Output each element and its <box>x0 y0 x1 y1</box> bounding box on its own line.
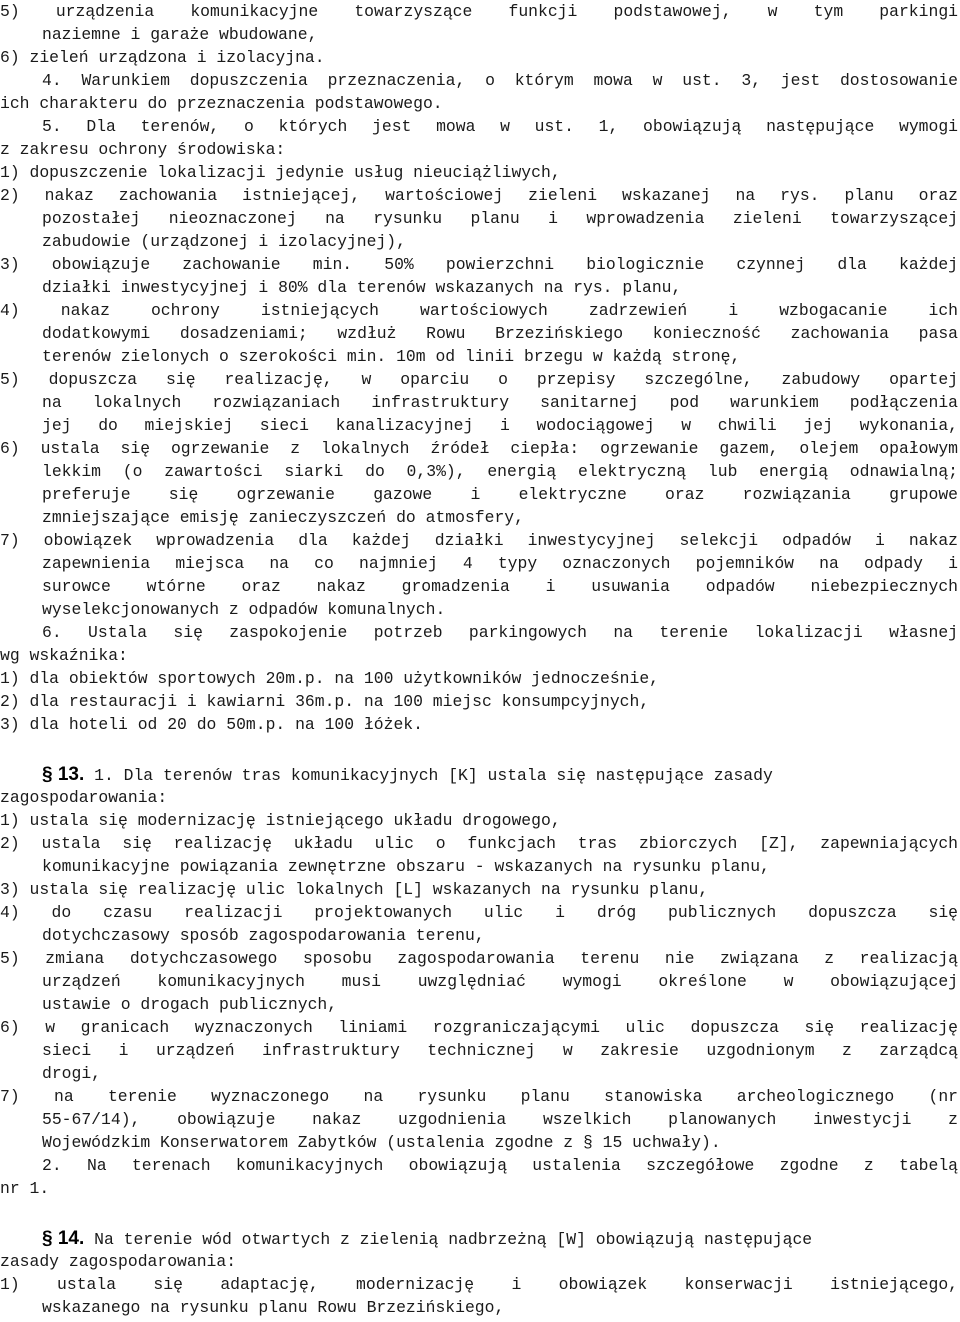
text-line: 5) dopuszcza się realizację, w oparciu o przepisy szczególne, zabudowy opartej <box>0 370 958 389</box>
text-line: naziemne i garaże wbudowane, <box>42 25 318 44</box>
section-13-first-line <box>42 763 958 786</box>
text-line: Na terenie wód otwartych z zielenią nadbrzeżną [W] obowiązują następujące <box>94 1230 813 1249</box>
text-line: sieci i urządzeń infrastruktury technicznej w zakresie uzgodnionym z zarządcą <box>42 1041 958 1060</box>
text-line: 55-67/14), obowiązuje nakaz uzgodnienia wszelkich planowanych inwestycji z <box>42 1110 958 1129</box>
text-line: 5) urządzenia komunikacyjne towarzyszące funkcji podstawowej, w tym parkingi <box>0 2 958 21</box>
text-line: 4) nakaz ochrony istniejących wartościowych zadrzewień i wzbogacanie ich <box>0 301 958 320</box>
section-heading: § 14. <box>42 1228 85 1249</box>
text-line: urządzeń komunikacyjnych musi uwzględniać wymogi określone w obowiązującej <box>42 972 958 991</box>
text-line: jej do miejskiej sieci kanalizacyjnej i wodociągowej w chwili jej wykonania, <box>42 416 958 435</box>
text-line: 7) obowiązek wprowadzenia dla każdej działki inwestycyjnej selekcji odpadów i nakaz <box>0 531 958 550</box>
text-line: dodatkowymi dosadzeniami; wzdłuż Rowu Brzezińskiego konieczność zachowania pasa <box>42 324 958 343</box>
text-line: 7) na terenie wyznaczonego na rysunku planu stanowiska archeologicznego (nr <box>0 1087 958 1106</box>
text-line: 6) ustala się ogrzewanie z lokalnych źródeł ciepła: ogrzewanie gazem, olejem opałowym <box>0 439 958 458</box>
text-line: lekkim (o zawartości siarki do 0,3%), energią elektryczną lub energią odnawialną; <box>42 462 958 481</box>
section-heading: § 13. <box>42 764 85 785</box>
text-line: zabudowie (urządzonej i izolacyjnej), <box>42 232 406 251</box>
text-line: zapewnienia miejsca na co najmniej 4 typy oznaczonych pojemników na odpady i <box>42 554 958 573</box>
text-line: 1) ustala się modernizację istniejącego układu drogowego, <box>0 811 561 830</box>
text-line: 4) do czasu realizacji projektowanych ulic i dróg publicznych dopuszcza się <box>0 903 958 922</box>
text-line: drogi, <box>42 1064 102 1083</box>
text-line: preferuje się ogrzewanie gazowe i elektryczne oraz rozwiązania grupowe <box>42 485 958 504</box>
text-line: działki inwestycyjnej i 80% dla terenów wskazanych na rys. planu, <box>42 278 682 297</box>
text-line: 2. Na terenach komunikacyjnych obowiązują ustalenia szczegółowe zgodne z tabelą <box>42 1156 958 1175</box>
text-line: na lokalnych rozwiązaniach infrastruktury sanitarnej pod warunkiem podłączenia <box>42 393 958 412</box>
text-line: dotychczasowy sposób zagospodarowania terenu, <box>42 926 485 945</box>
text-line: ich charakteru do przeznaczenia podstawowego. <box>0 94 443 113</box>
text-line: 3) obowiązuje zachowanie min. 50% powierzchni biologicznie czynnej dla każdej <box>0 255 958 274</box>
text-line: surowce wtórne oraz nakaz gromadzenia i usuwania odpadów niebezpiecznych <box>42 577 958 596</box>
section-14-first-line <box>42 1227 958 1250</box>
text-line: 1) ustala się adaptację, modernizację i obowiązek konserwacji istniejącego, <box>0 1275 958 1294</box>
text-line: wyselekcjonowanych z odpadów komunalnych. <box>42 600 446 619</box>
text-line: ustawie o drogach publicznych, <box>42 995 338 1014</box>
text-line: 2) dla restauracji i kawiarni 36m.p. na 100 miejsc konsumpcyjnych, <box>0 692 650 711</box>
text-line: zmniejszające emisję zanieczyszczeń do atmosfery, <box>42 508 524 527</box>
text-line: zasady zagospodarowania: <box>0 1252 237 1271</box>
text-line: wskazanego na rysunku planu Rowu Brzezińskiego, <box>42 1298 505 1317</box>
text-line: 2) nakaz zachowania istniejącej, wartościowej zieleni wskazanej na rys. planu oraz <box>0 186 958 205</box>
text-line: nr 1. <box>0 1179 50 1198</box>
text-line: 1) dopuszczenie lokalizacji jedynie usług nieuciążliwych, <box>0 163 561 182</box>
text-line: terenów zielonych o szerokości min. 10m od linii brzegu w każdą stronę, <box>42 347 741 366</box>
text-line: 6) zieleń urządzona i izolacyjna. <box>0 48 325 67</box>
text-line: 6) w granicach wyznaczonych liniami rozgraniczającymi ulic dopuszcza się realizację <box>0 1018 958 1037</box>
text-line: 3) ustala się realizację ulic lokalnych [L] wskazanych na rysunku planu, <box>0 880 709 899</box>
text-line: 3) dla hoteli od 20 do 50m.p. na 100 łóżek. <box>0 715 423 734</box>
text-line: 2) ustala się realizację układu ulic o funkcjach tras zbiorczych [Z], zapewniających <box>0 834 958 853</box>
text-line: 1. Dla terenów tras komunikacyjnych [K] ustala się następujące zasady <box>94 766 773 785</box>
text-line: 4. Warunkiem dopuszczenia przeznaczenia, o którym mowa w ust. 3, jest dostosowanie <box>42 71 958 90</box>
text-line: 1) dla obiektów sportowych 20m.p. na 100 użytkowników jednocześnie, <box>0 669 660 688</box>
text-line: 5. Dla terenów, o których jest mowa w ust. 1, obowiązują następujące wymogi <box>42 117 958 136</box>
text-line: 6. Ustala się zaspokojenie potrzeb parkingowych na terenie lokalizacji własnej <box>42 623 958 642</box>
text-line: zagospodarowania: <box>0 788 168 807</box>
text-line: 5) zmiana dotychczasowego sposobu zagospodarowania terenu nie związana z realizacją <box>0 949 958 968</box>
text-line: Wojewódzkim Konserwatorem Zabytków (ustalenia zgodne z § 15 uchwały). <box>42 1133 721 1152</box>
text-line: wg wskaźnika: <box>0 646 128 665</box>
text-line: komunikacyjne powiązania zewnętrzne obszaru - wskazanych na rysunku planu, <box>42 857 770 876</box>
text-line: z zakresu ochrony środowiska: <box>0 140 286 159</box>
text-line: pozostałej nieoznaczonej na rysunku planu i wprowadzenia zieleni towarzyszącej <box>42 209 958 228</box>
